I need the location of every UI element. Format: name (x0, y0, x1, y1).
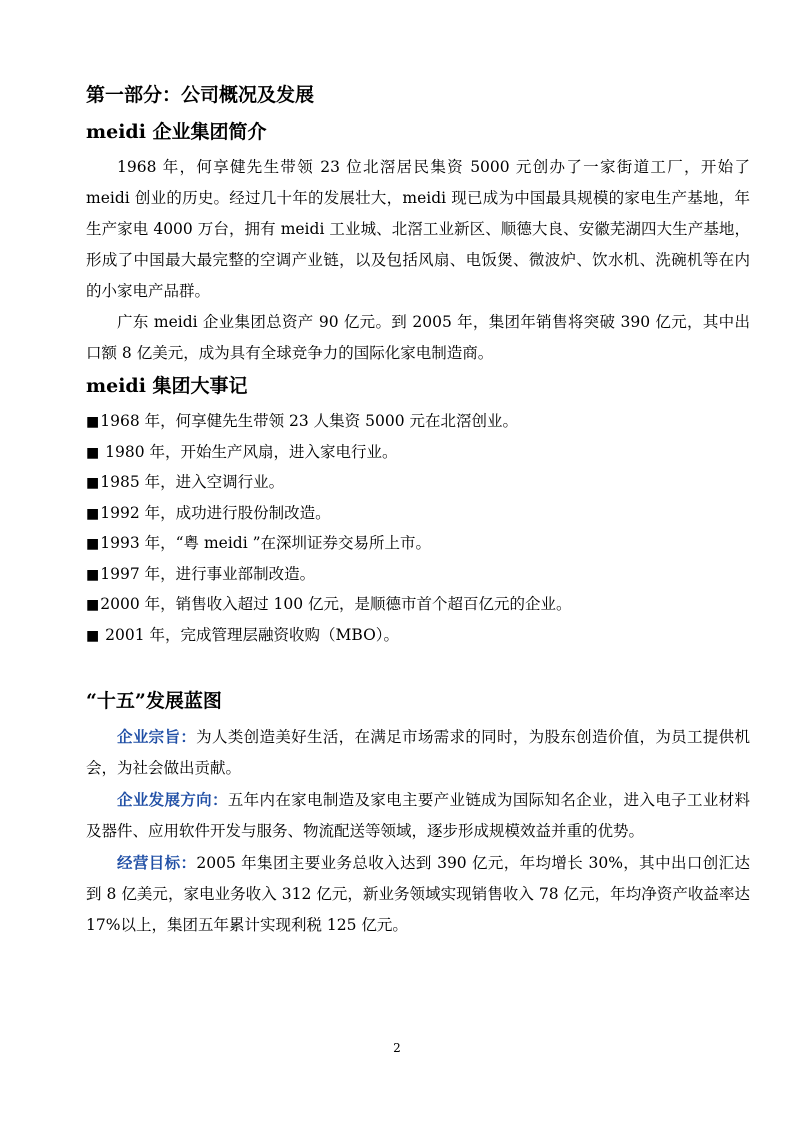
targets-text: 2005 年集团主要业务总收入达到 390 亿元，年均增长 30%，其中出口创汇达到 8 亿美元，家电业务收入 312 亿元，新业务领域实现销售收入 78 亿元，年均净资产收益率达 17%以上，集团五年累计实现利税 125 亿元。 (86, 854, 750, 934)
event-text: 1968 年，何享健先生带领 23 人集资 5000 元在北滘创业。 (100, 412, 518, 430)
event-item (86, 407, 750, 438)
page-content (86, 78, 750, 941)
event-item (86, 560, 750, 591)
square-bullet-icon: ■ (86, 414, 100, 430)
intro-paragraph-2: 广东 meidi 企业集团总资产 90 亿元。到 2005 年，集团年销售将突破 390 亿元，其中出口额 8 亿美元，成为具有全球竞争力的国际化家电制造商。 (86, 313, 750, 362)
direction-text: 五年内在家电制造及家电主要产业链成为国际知名企业，进入电子工业材料及器件、应用软件开发与服务、物流配送等领域，逐步形成规模效益并重的优势。 (86, 791, 750, 840)
blueprint-heading: “十五”发展蓝图 (86, 690, 222, 712)
event-text: 1992 年，成功进行股份制改造。 (100, 503, 331, 522)
events-list (86, 407, 750, 651)
square-bullet-icon: ■ (86, 444, 100, 461)
direction-label: 企业发展方向： (117, 790, 228, 809)
targets-label: 经营目标： (117, 853, 197, 872)
page-number: 2 (393, 1041, 401, 1055)
event-item (86, 590, 750, 621)
square-bullet-icon: ■ (86, 475, 100, 491)
event-item (86, 621, 750, 652)
blueprint-direction (86, 784, 750, 847)
event-item (86, 438, 750, 469)
mission-text: 为人类创造美好生活，在满足市场需求的同时，为股东创造价值，为员工提供机会，为社会做出贡献。 (86, 728, 750, 777)
intro-heading: meidi 企业集团简介 (86, 121, 267, 143)
square-bullet-icon: ■ (86, 505, 100, 522)
part-title: 第一部分：公司概况及发展 (86, 84, 315, 106)
square-bullet-icon: ■ (86, 566, 100, 583)
event-text: 1993 年，“粤 meidi ”在深圳证券交易所上市。 (100, 534, 432, 552)
event-text: 1985 年，进入空调行业。 (100, 473, 285, 491)
square-bullet-icon: ■ (86, 536, 100, 552)
square-bullet-icon: ■ (86, 597, 100, 613)
event-text: 2000 年，销售收入超过 100 亿元，是顺德市首个超百亿元的企业。 (100, 595, 572, 613)
intro-paragraph-1: 1968 年，何享健先生带领 23 位北滘居民集资 5000 元创办了一家街道工厂，开始了 meidi 创业的历史。经过几十年的发展壮大，meidi 现已成为中国最具规模的家电生产基地，年生产家电 4000 万台，拥有 meidi 工业城、北滘工业新区、顺德大良、安徽芜湖四大生产基地，形成了中国最大最完整的空调产业链，以及包括风扇、电饭煲、微波炉、饮水机、洗碗机等在内的小家电产品群。 (86, 158, 750, 300)
event-text: 1997 年，进行事业部制改造。 (100, 564, 316, 583)
square-bullet-icon: ■ (86, 627, 100, 644)
event-text: 1980 年，开始生产风扇，进入家电行业。 (100, 442, 398, 461)
mission-label: 企业宗旨： (117, 727, 197, 746)
event-item (86, 529, 750, 560)
events-heading: meidi 集团大事记 (86, 375, 248, 397)
blueprint-mission (86, 721, 750, 784)
event-item (86, 499, 750, 530)
event-item (86, 468, 750, 499)
blueprint-targets (86, 847, 750, 941)
event-text: 2001 年，完成管理层融资收购（MBO）。 (100, 625, 400, 644)
